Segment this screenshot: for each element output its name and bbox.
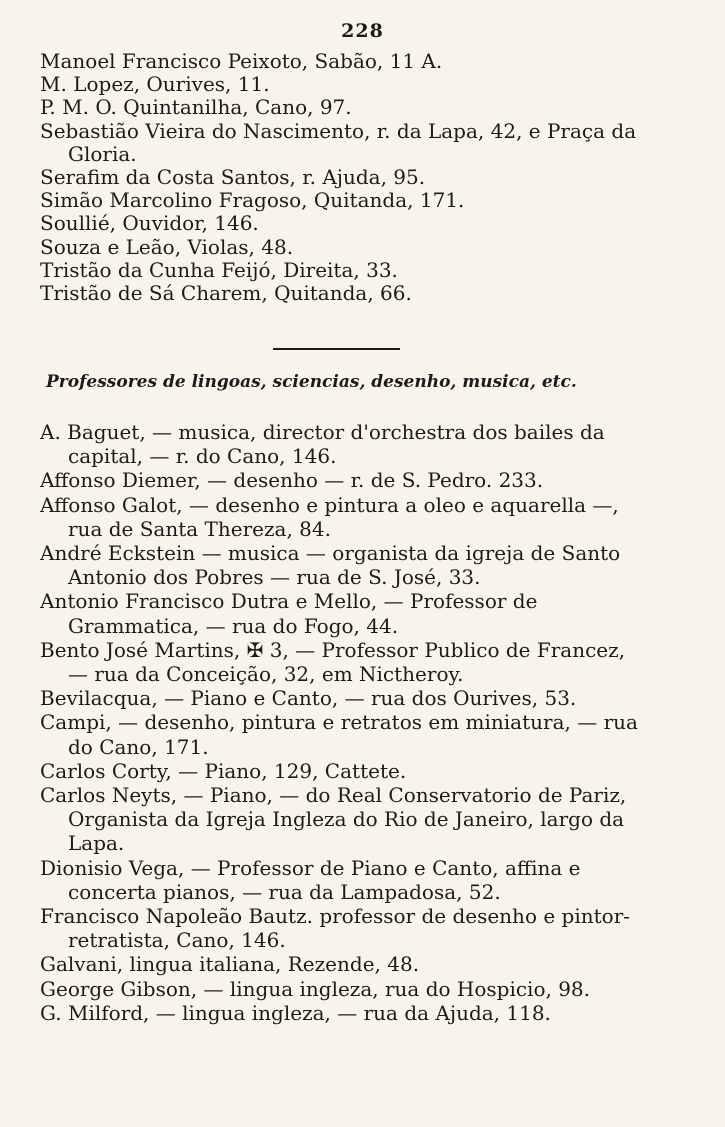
list-entry: Francisco Napoleão Bautz. professor de desenho e pintor-retratista, Cano, 146. xyxy=(40,904,631,953)
list-entry: Bevilacqua, — Piano e Canto, — rua dos Ourives, 53. xyxy=(40,686,577,711)
merchant-list xyxy=(40,50,640,305)
list-entry: Simão Marcolino Fragoso, Quitanda, 171. xyxy=(40,188,465,213)
list-entry: Sebastião Vieira do Nascimento, r. da Lapa, 42, e Praça da Gloria. xyxy=(40,118,637,166)
list-entry: Carlos Neyts, — Piano, — do Real Conservatorio de Pariz, Organista da Igreja Ingleza do Rio de Janeiro, largo da Lapa. xyxy=(40,783,627,856)
list-entry: Campi, — desenho, pintura e retratos em miniatura, — rua do Cano, 171. xyxy=(40,710,638,759)
professors-list xyxy=(40,420,640,1025)
list-entry: Carlos Corty, — Piano, 129, Cattete. xyxy=(40,758,407,783)
list-entry: G. Milford, — lingua ingleza, — rua da Ajuda, 118. xyxy=(40,1000,551,1025)
list-entry: Manoel Francisco Peixoto, Sabão, 11 A. xyxy=(40,49,443,73)
list-entry: Affonso Galot, — desenho e pintura a oleo e aquarella —, rua de Santa Thereza, 84. xyxy=(40,492,619,541)
list-entry: Tristão da Cunha Feijó, Direita, 33. xyxy=(40,257,398,282)
list-entry: Affonso Diemer, — desenho — r. de S. Pedro. 233. xyxy=(40,468,544,493)
list-entry: Dionisio Vega, — Professor de Piano e Canto, affina e concerta pianos, — rua da Lampadosa, 52. xyxy=(40,855,581,904)
page-number: 228 xyxy=(341,20,384,42)
list-entry: Serafim da Costa Santos, r. Ajuda, 95. xyxy=(40,165,426,190)
list-entry: Soullié, Ouvidor, 146. xyxy=(40,211,259,236)
list-entry: André Eckstein — musica — organista da igreja de Santo Antonio dos Pobres — rua de S. José, 33. xyxy=(40,541,621,590)
list-entry: George Gibson, — lingua ingleza, rua do Hospicio, 98. xyxy=(40,976,590,1001)
list-entry: P. M. O. Quintanilha, Cano, 97. xyxy=(40,95,352,120)
section-heading: Professores de lingoas, sciencias, desenho, musica, etc. xyxy=(46,372,577,392)
list-entry: A. Baguet, — musica, director d'orchestra dos bailes da capital, — r. do Cano, 146. xyxy=(40,420,605,469)
list-entry: Antonio Francisco Dutra e Mello, — Professor de Grammatica, — rua do Fogo, 44. xyxy=(40,589,538,638)
list-entry: Galvani, lingua italiana, Rezende, 48. xyxy=(40,952,420,977)
list-entry: Tristão de Sá Charem, Quitanda, 66. xyxy=(40,281,412,306)
list-entry: Souza e Leão, Violas, 48. xyxy=(40,234,294,259)
section-divider xyxy=(273,348,400,350)
list-entry: M. Lopez, Ourives, 11. xyxy=(40,72,270,97)
list-entry: Bento José Martins, ✠ 3, — Professor Publico de Francez, — rua da Conceição, 32, em Nictheroy. xyxy=(40,637,626,687)
